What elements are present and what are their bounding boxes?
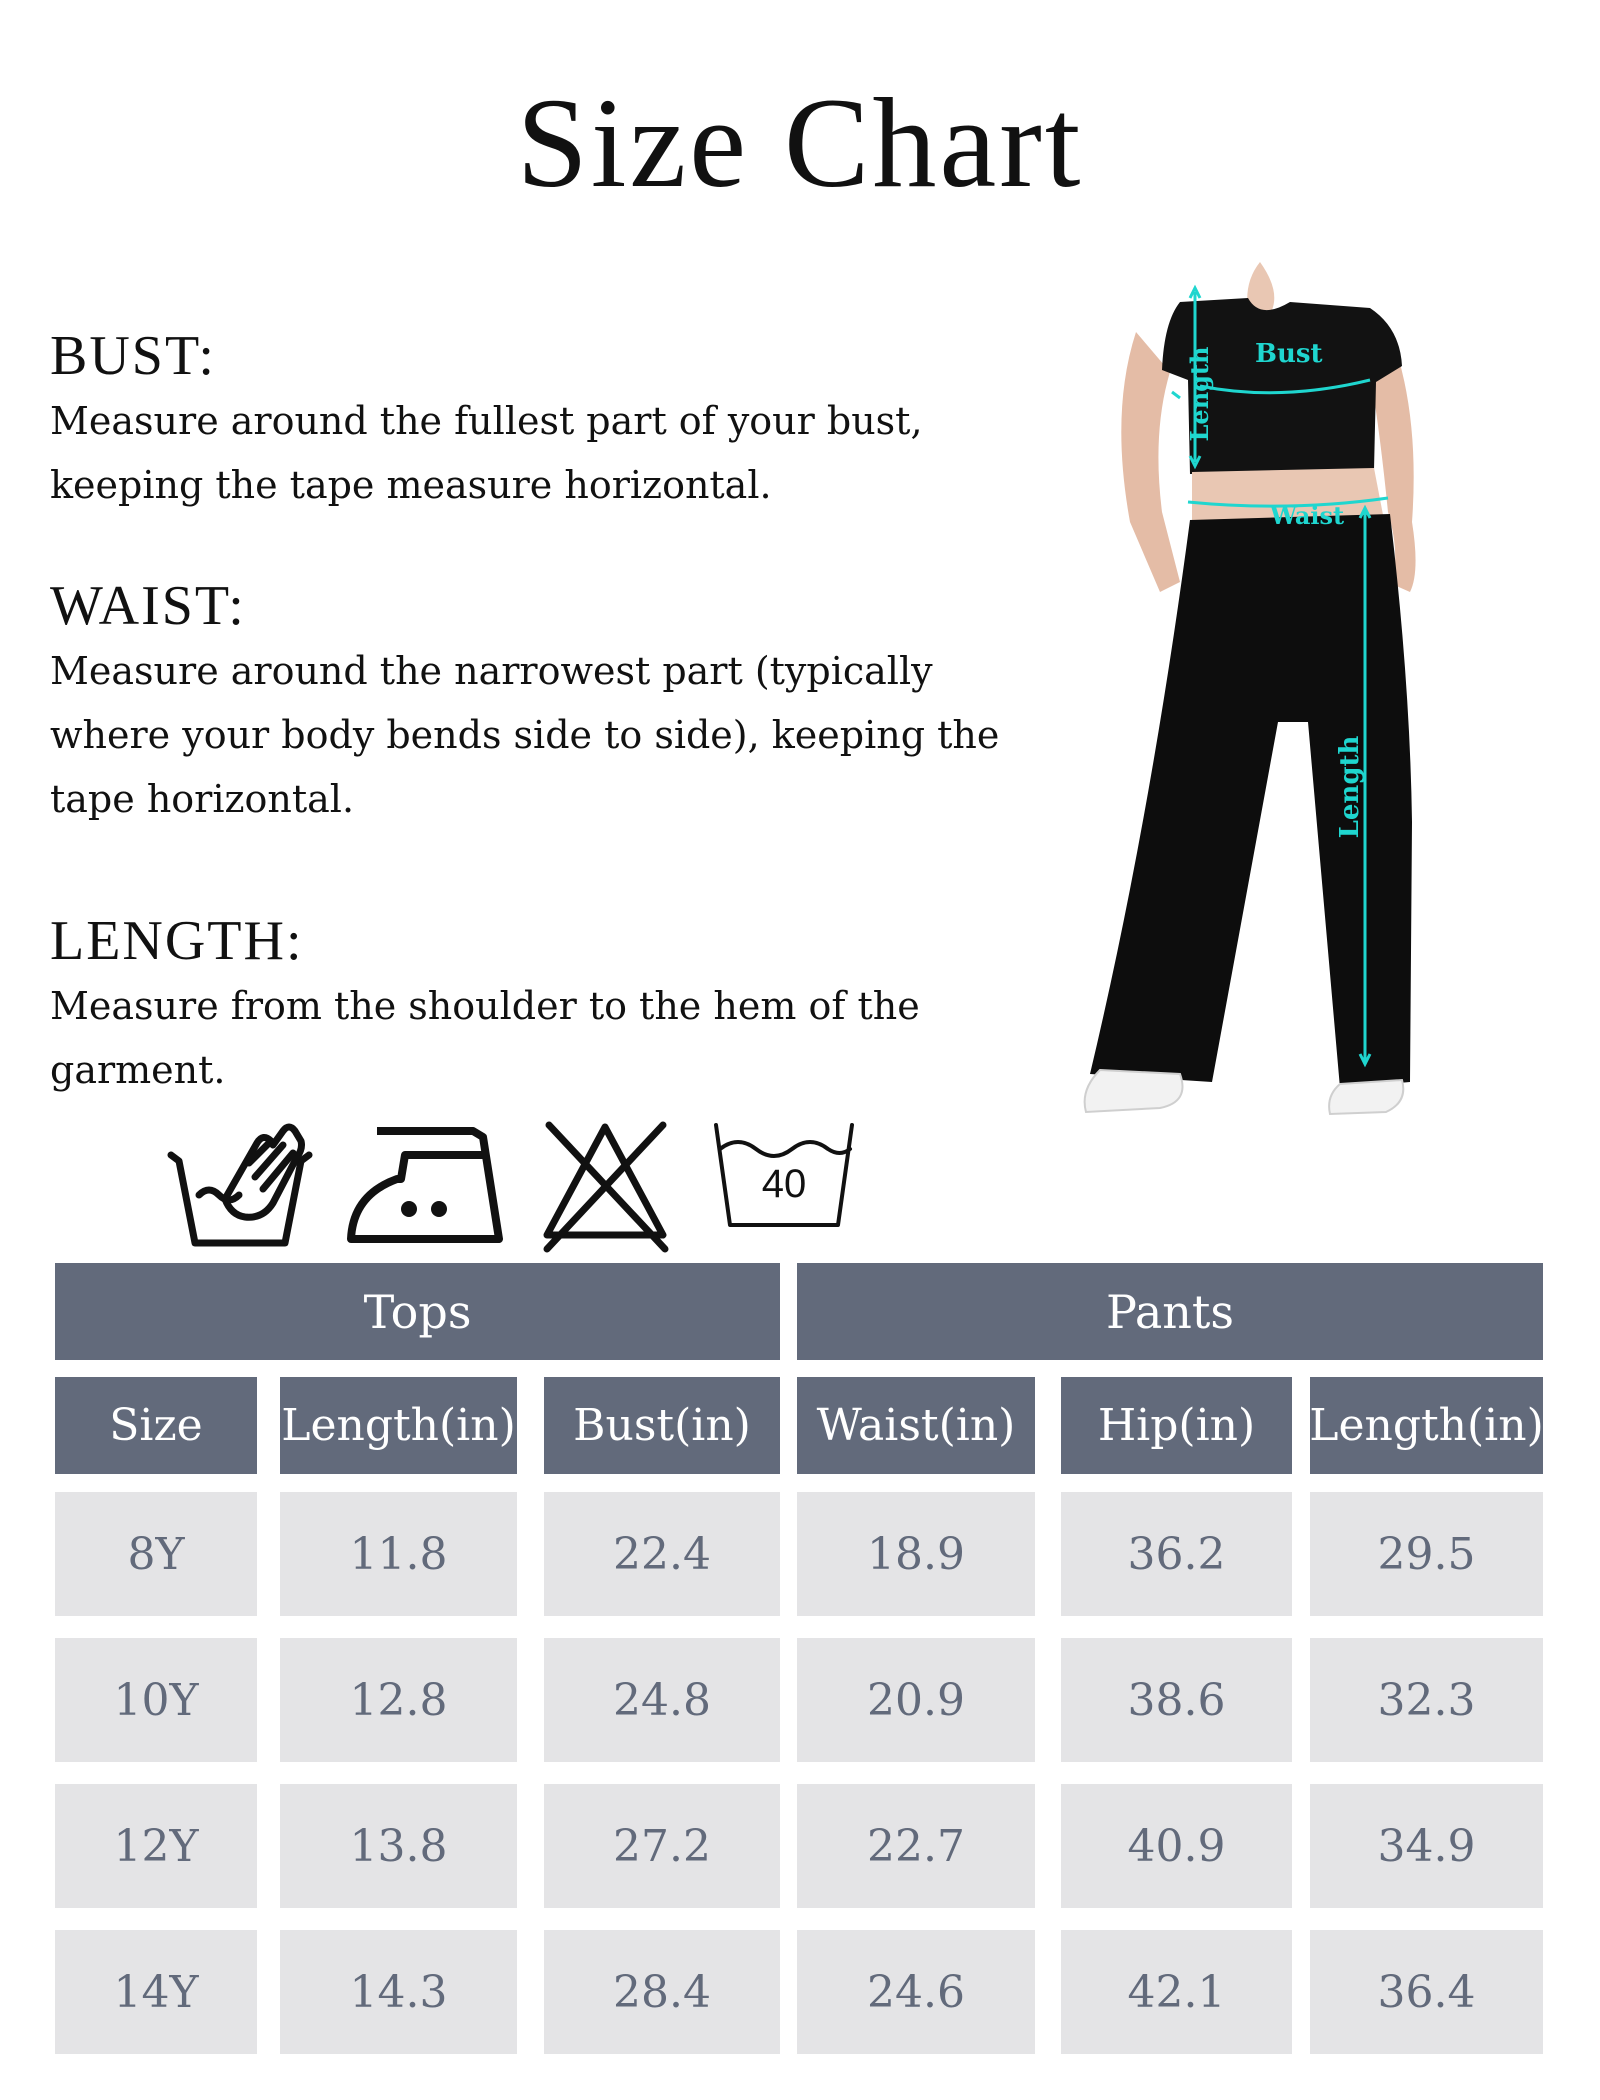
cell-pants-length: 34.9 <box>1310 1784 1543 1908</box>
cell-hip: 38.6 <box>1061 1638 1292 1762</box>
col-header-pants-length: Length(in) <box>1310 1377 1543 1474</box>
wash-temperature-label: 40 <box>761 1162 807 1206</box>
cell-waist: 18.9 <box>797 1492 1035 1616</box>
col-header-top-length: Length(in) <box>280 1377 517 1474</box>
waist-label: Waist <box>1270 501 1345 530</box>
cell-waist: 24.6 <box>797 1930 1035 2054</box>
cell-hip: 42.1 <box>1061 1930 1292 2054</box>
cell-waist: 22.7 <box>797 1784 1035 1908</box>
cell-pants-length: 29.5 <box>1310 1492 1543 1616</box>
cell-size: 10Y <box>55 1638 257 1762</box>
do-not-bleach-icon <box>535 1115 675 1255</box>
bust-label: Bust <box>1255 339 1323 369</box>
length-description: Measure from the shoulder to the hem of the garment. <box>50 984 920 1092</box>
wash-40-icon <box>710 1115 860 1255</box>
length-section <box>50 910 1030 1102</box>
cell-top-length: 14.3 <box>280 1930 517 2054</box>
cell-top-length: 11.8 <box>280 1492 517 1616</box>
cell-bust: 22.4 <box>544 1492 780 1616</box>
cell-bust: 24.8 <box>544 1638 780 1762</box>
cell-bust: 28.4 <box>544 1930 780 2054</box>
col-header-waist: Waist(in) <box>797 1377 1035 1474</box>
model-figure <box>1040 262 1460 1132</box>
bust-description: Measure around the fullest part of your bust, keeping the tape measure horizontal. <box>50 399 923 507</box>
length-heading: LENGTH: <box>50 910 304 972</box>
iron-medium-heat-icon <box>345 1115 505 1255</box>
col-header-hip: Hip(in) <box>1061 1377 1292 1474</box>
bust-heading: BUST: <box>50 325 216 387</box>
col-header-size: Size <box>55 1377 257 1474</box>
col-header-bust: Bust(in) <box>544 1377 780 1474</box>
cell-hip: 36.2 <box>1061 1492 1292 1616</box>
cell-top-length: 13.8 <box>280 1784 517 1908</box>
cell-pants-length: 36.4 <box>1310 1930 1543 2054</box>
cell-pants-length: 32.3 <box>1310 1638 1543 1762</box>
pants-length-label: Length <box>1335 735 1365 839</box>
top-length-label: Length <box>1185 346 1214 442</box>
cell-top-length: 12.8 <box>280 1638 517 1762</box>
cell-size: 14Y <box>55 1930 257 2054</box>
waist-heading: WAIST: <box>50 575 246 637</box>
hand-wash-icon <box>165 1115 315 1255</box>
waist-section <box>50 575 1030 831</box>
pants-group-header: Pants <box>797 1263 1543 1360</box>
waist-description: Measure around the narrowest part (typically where your body bends side to side), keeping the tape horizontal. <box>50 649 1000 821</box>
cell-hip: 40.9 <box>1061 1784 1292 1908</box>
cell-waist: 20.9 <box>797 1638 1035 1762</box>
cell-size: 12Y <box>55 1784 257 1908</box>
bust-section <box>50 325 1030 517</box>
care-icons <box>165 1115 855 1255</box>
cell-bust: 27.2 <box>544 1784 780 1908</box>
cell-size: 8Y <box>55 1492 257 1616</box>
tops-group-header: Tops <box>55 1263 780 1360</box>
page-title: Size Chart <box>516 72 1084 214</box>
